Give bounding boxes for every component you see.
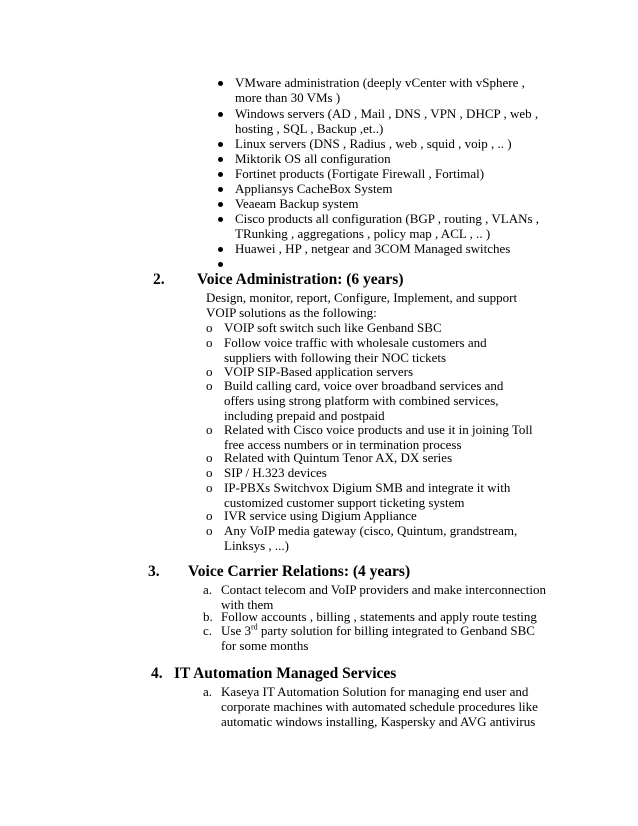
section-title: IT Automation Managed Services (174, 665, 397, 682)
bullet-item: Linux servers (DNS , Radius , web , squid , voip , .. ) (218, 136, 548, 151)
circle-bullet-icon: o (206, 320, 213, 335)
bullet-item: Appliansys CacheBox System (218, 181, 548, 196)
bullet-dot-icon (218, 81, 223, 86)
list-item: o SIP / H.323 devices (206, 465, 327, 480)
circle-bullet-icon: o (206, 422, 213, 437)
bullet-item: Fortinet products (Fortigate Firewall , Fortimal) (218, 166, 548, 181)
bullet-dot-icon (218, 247, 223, 252)
bullet-dot-icon (218, 187, 223, 192)
circle-bullet-icon: o (206, 480, 213, 495)
bullet-dot-icon (218, 172, 223, 177)
bullet-item: Cisco products all configuration (BGP , routing , VLANs , TRunking , aggregations , policy map , ACL , .. ) (218, 211, 548, 241)
section-title: Voice Carrier Relations: (4 years) (188, 563, 411, 580)
list-item: o Follow voice traffic with wholesale customers and suppliers with following their NOC tickets (206, 335, 487, 365)
bullet-item: Miktorik OS all configuration (218, 151, 548, 166)
circle-bullet-icon: o (206, 364, 213, 379)
circle-bullet-icon: o (206, 335, 213, 350)
section-number: 3. (148, 563, 160, 580)
bullet-item: Windows servers (AD , Mail , DNS , VPN , DHCP , web , hosting , SQL , Backup ,et..) (218, 106, 548, 136)
list-item: o Related with Quintum Tenor AX, DX series (206, 450, 453, 465)
bullet-dot-icon (218, 217, 223, 222)
bullet-item: Huawei , HP , netgear and 3COM Managed switches (218, 241, 548, 256)
bullet-item: Veaeam Backup system (218, 196, 548, 211)
list-item: b. Follow accounts , billing , statements and apply route testing (203, 609, 537, 624)
list-item: a. Contact telecom and VoIP providers and make interconnection with them (203, 582, 547, 612)
section-title: Voice Administration: (6 years) (197, 271, 404, 288)
bullet-dot-icon (218, 202, 223, 207)
list-item: o Build calling card, voice over broadband services and offers using strong platform with combined services, including prepaid and postpaid (206, 378, 504, 423)
list-item: o IP-PBXs Switchvox Digium SMB and integrate it with customized customer support ticketing system (206, 480, 511, 510)
list-item: o VOIP SIP-Based application servers (206, 364, 414, 379)
bullet-dot-icon (218, 262, 223, 267)
list-item: o Any VoIP media gateway (cisco, Quintum, grandstream, Linksys , ...) (206, 523, 518, 553)
circle-bullet-icon: o (206, 465, 213, 480)
circle-bullet-icon: o (206, 508, 213, 523)
circle-bullet-icon: o (206, 450, 213, 465)
bullet-item: VMware administration (deeply vCenter with vSphere , more than 30 VMs ) (218, 75, 548, 105)
section-number: 4. (151, 665, 163, 682)
list-item: o IVR service using Digium Appliance (206, 508, 417, 523)
list-item: a. Kaseya IT Automation Solution for managing end user and corporate machines with automated schedule procedures like automatic windows installing, Kaspersky and AVG antivirus (203, 684, 538, 729)
circle-bullet-icon: o (206, 523, 213, 538)
list-item: o Related with Cisco voice products and use it in joining Toll free access numbers or in termination process (206, 422, 533, 452)
bullet-dot-icon (218, 142, 223, 147)
list-item: o VOIP soft switch such like Genband SBC (206, 320, 442, 335)
circle-bullet-icon: o (206, 378, 213, 393)
list-item: c. Use 3rd party solution for billing integrated to Genband SBC for some months (203, 622, 535, 653)
section-intro: Design, monitor, report, Configure, Implement, and support VOIP solutions as the following: (206, 290, 518, 320)
bullet-dot-icon (218, 112, 223, 117)
bullet-dot-icon (218, 157, 223, 162)
section-number: 2. (153, 271, 165, 288)
